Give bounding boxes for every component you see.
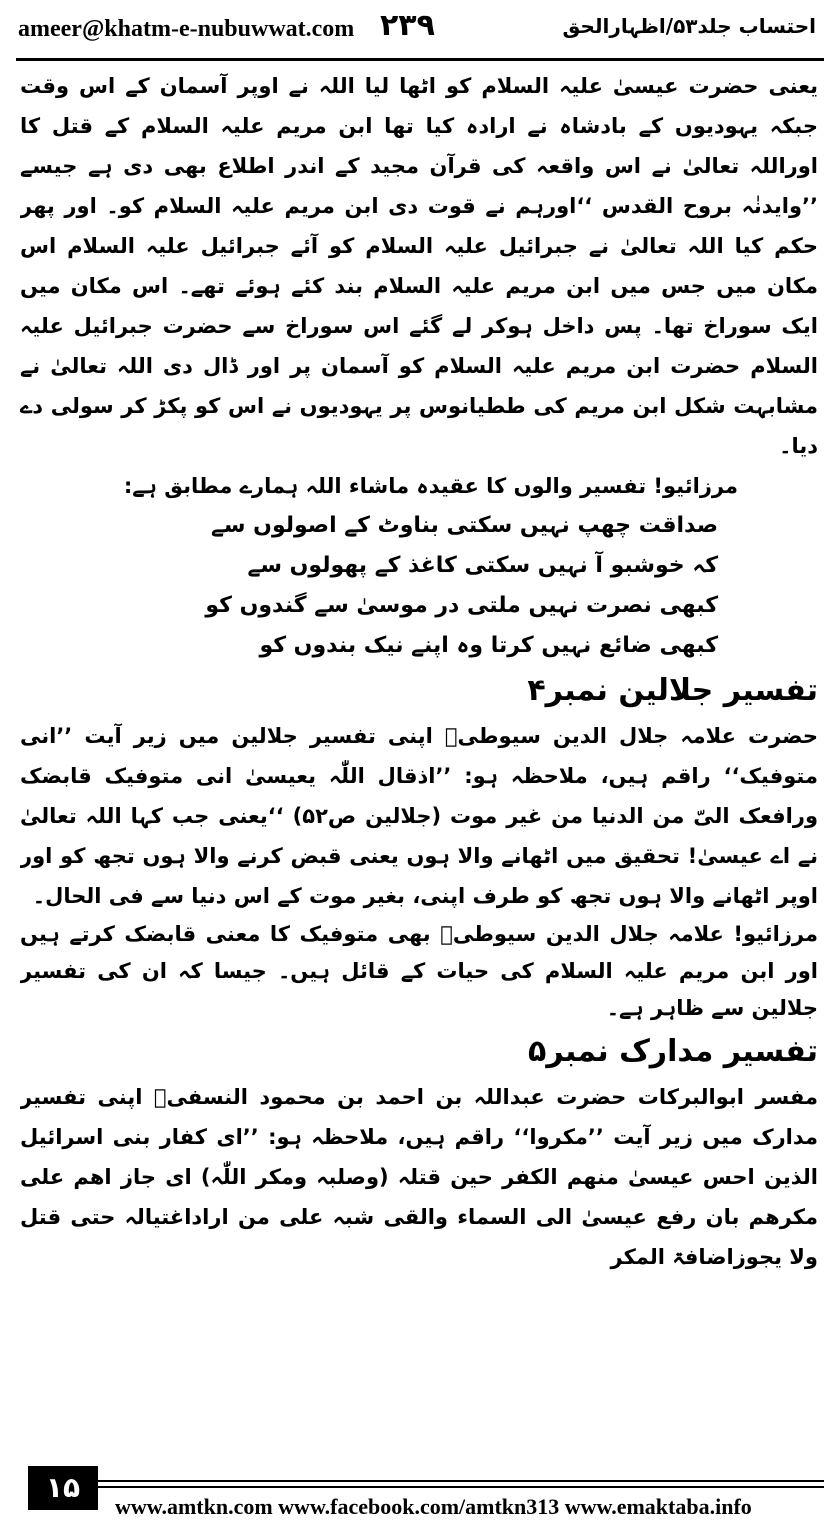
body-paragraph-3: مرزائیو! علامہ جلال الدین سیوطیؒ بھی متوفیک کا معنی قابضک کرتے ہیں اور ابن مریم علیہ السلام کی حیات کے قائل ہیں۔ جیسا کہ ان کی تفسیر جلالین سے ظاہر ہے۔ — [20, 922, 818, 1020]
poem-verse-4: کبھی ضائع نہیں کرتا وہ اپنے نیک بندوں کو — [259, 633, 718, 658]
section-heading-madarik: تفسیر مدارک نمبر۵ — [528, 1034, 818, 1069]
header-email: ameer@khatm-e-nubuwwat.com — [18, 16, 355, 42]
poem-verse-2: کہ خوشبو آ نہیں سکتی کاغذ کے پھولوں سے — [247, 553, 718, 578]
footer-website-links: www.amtkn.com www.facebook.com/amtkn313 www.emaktaba.info — [115, 1494, 752, 1519]
header-page-number: ۲۳۹ — [380, 8, 435, 43]
body-paragraph-4: مفسر ابوالبرکات حضرت عبداللہ بن احمد بن محمود النسفیؒ اپنی تفسیر مدارک میں زیر آیت ’’مکروا‘‘ راقم ہیں، ملاحظہ ہو: ’’ای کفار بنی اسرائیل الذین احس عیسیٰ منھم الکفر حین قتلہ (وصلبہ ومکر اللّٰہ) ای جاز اھم علی مکرھم بان رفع عیسیٰ الی السماء والقی شبہ علی من اراداغتیالہ حتی قتل ولا یجوزاضافۃ المکر — [20, 1085, 818, 1269]
page-body — [20, 66, 818, 1458]
header-divider — [16, 58, 824, 61]
body-intro-line: مرزائیو! تفسیر والوں کا عقیدہ ماشاء اللہ ہمارے مطابق ہے: — [123, 474, 738, 498]
body-paragraph-1: یعنی حضرت عیسیٰ علیہ السلام کو اٹھا لیا اللہ نے اوپر آسمان کے اس وقت جبکہ یہودیوں کے بادشاہ نے ارادہ کیا تھا ابن مریم علیہ السلام کے قتل کا اوراللہ تعالیٰ نے اس واقعہ کی قرآن مجید کے اندر اطلاع بھی دی ہے جیسے ’’وایدنٰہ بروح القدس ‘‘اورہم نے قوت دی ابن مریم علیہ السلام کو۔ اور پھر حکم کیا اللہ تعالیٰ نے جبرائیل علیہ السلام کو آئے جبرائیل علیہ السلام اس مکان میں جس میں ابن مریم علیہ السلام بند کئے ہوئے تھے۔ اس مکان میں ایک سوراخ تھا۔ پس داخل ہوکر لے گئے اس سوراخ سے حضرت جبرائیل علیہ السلام حضرت ابن مریم علیہ السلام کو آسمان پر اور ڈال دی اللہ تعالیٰ نے مشابہت شکل ابن مریم کی ططیانوس پر یہودیوں نے اس کو پکڑ کر سولی دے دیا۔ — [20, 74, 818, 458]
body-paragraph-2: حضرت علامہ جلال الدین سیوطیؒ اپنی تفسیر جلالین میں زیر آیت ’’انی متوفیک‘‘ راقم ہیں، ملاحظہ ہو: ’’اذقال اللّٰہ یعیسیٰ انی متوفیک قابضک ورافعک الیّ من الدنیا من غیر موت (جلالین ص۵۲) ‘‘یعنی جب کہا اللہ تعالیٰ نے اے عیسیٰ! تحقیق میں اٹھانے والا ہوں یعنی قبض کرنے والا ہوں تجھ کو اور اوپر اٹھانے والا ہوں تجھ کو طرف اپنی، بغیر موت کے اس دنیا سے فی الحال۔ — [20, 724, 818, 908]
page-footer — [0, 1460, 840, 1540]
poem-verse-3: کبھی نصرت نہیں ملتی در موسیٰ سے گندوں کو — [205, 593, 718, 618]
poem-verse-1: صداقت چھپ نہیں سکتی بناوٹ کے اصولوں سے — [211, 513, 718, 538]
section-heading-jalalain: تفسیر جلالین نمبر۴ — [527, 673, 818, 708]
page-header — [0, 0, 840, 66]
footer-page-number: ۱۵ — [28, 1466, 98, 1510]
footer-divider-bottom — [98, 1486, 824, 1488]
header-book-title: احتساب جلد۵۳/اظہارالحق — [562, 14, 816, 38]
footer-divider-top — [98, 1480, 824, 1482]
